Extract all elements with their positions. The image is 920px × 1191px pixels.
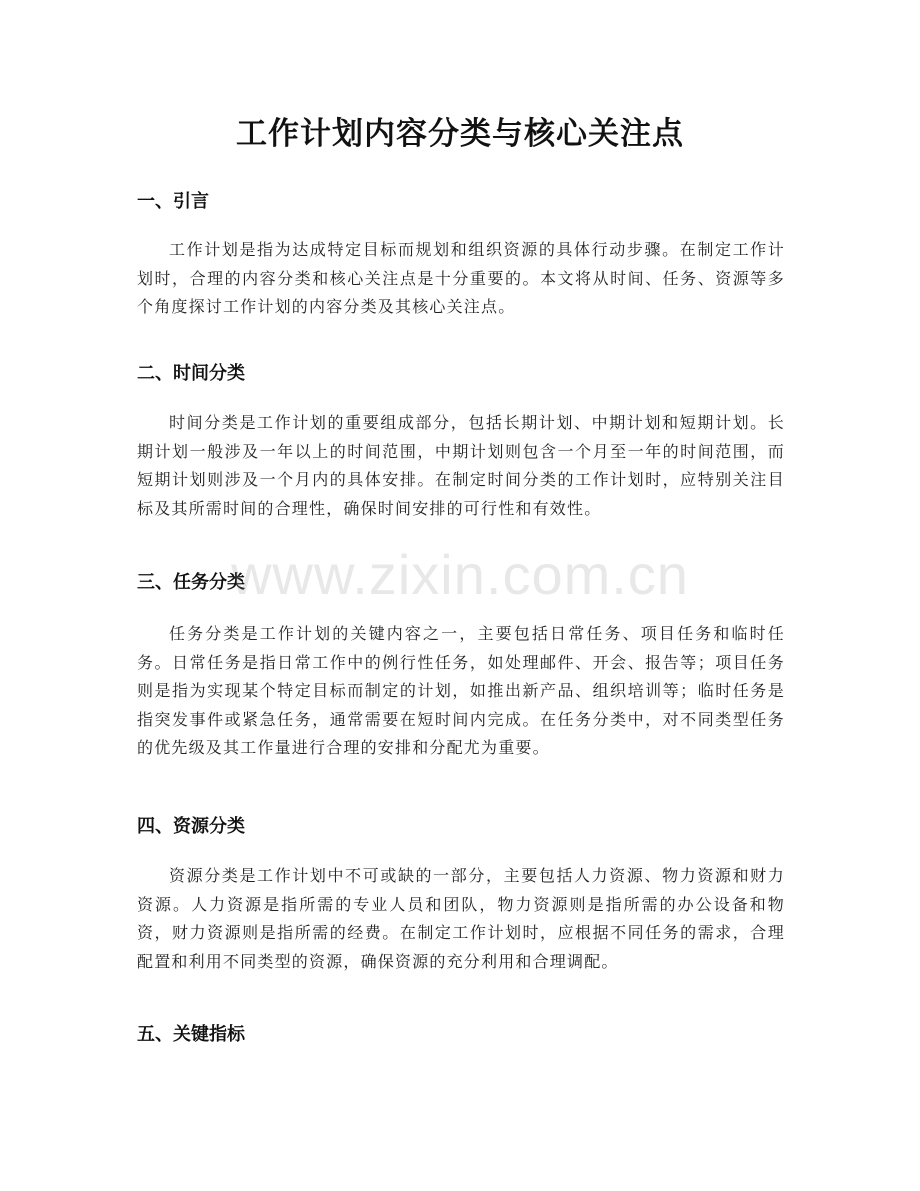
section-paragraph-introduction: 工作计划是指为达成特定目标而规划和组织资源的具体行动步骤。在制定工作计划时，合理的内容分类和核心关注点是十分重要的。本文将从时间、任务、资源等多个角度探讨工作计划的内容分类及其核心关注点。: [137, 240, 785, 317]
watermark-text: www.zixin.com.cn: [231, 543, 689, 606]
section-paragraph-time-classification: 时间分类是工作计划的重要组成部分，包括长期计划、中期计划和短期计划。长期计划一般涉及一年以上的时间范围，中期计划则包含一个月至一年的时间范围，而短期计划则涉及一个月内的具体安排。在制定时间分类的工作计划时，应特别关注目标及其所需时间的合理性，确保时间安排的可行性和有效性。: [137, 413, 785, 518]
document-title: 工作计划内容分类与核心关注点: [236, 116, 684, 152]
section-paragraph-resource-classification: 资源分类是工作计划中不可或缺的一部分，主要包括人力资源、物力资源和财力资源。人力资源是指所需的专业人员和团队，物力资源则是指所需的办公设备和物资，财力资源则是指所需的经费。在制定工作计划时，应根据不同任务的需求，合理配置和利用不同类型的资源，确保资源的充分利用和合理调配。: [137, 866, 785, 971]
section-heading-task-classification: 三、任务分类: [137, 572, 245, 593]
section-heading-key-indicators: 五、关键指标: [137, 1024, 245, 1045]
section-heading-introduction: 一、引言: [137, 191, 209, 212]
section-paragraph-task-classification: 任务分类是工作计划的关键内容之一，主要包括日常任务、项目任务和临时任务。日常任务是指日常工作中的例行性任务，如处理邮件、开会、报告等；项目任务则是指为实现某个特定目标而制定的计划，如推出新产品、组织培训等；临时任务是指突发事件或紧急任务，通常需要在短时间内完成。在任务分类中，对不同类型任务的优先级及其工作量进行合理的安排和分配尤为重要。: [137, 624, 785, 758]
section-heading-time-classification: 二、时间分类: [137, 363, 245, 384]
section-heading-resource-classification: 四、资源分类: [137, 816, 245, 837]
